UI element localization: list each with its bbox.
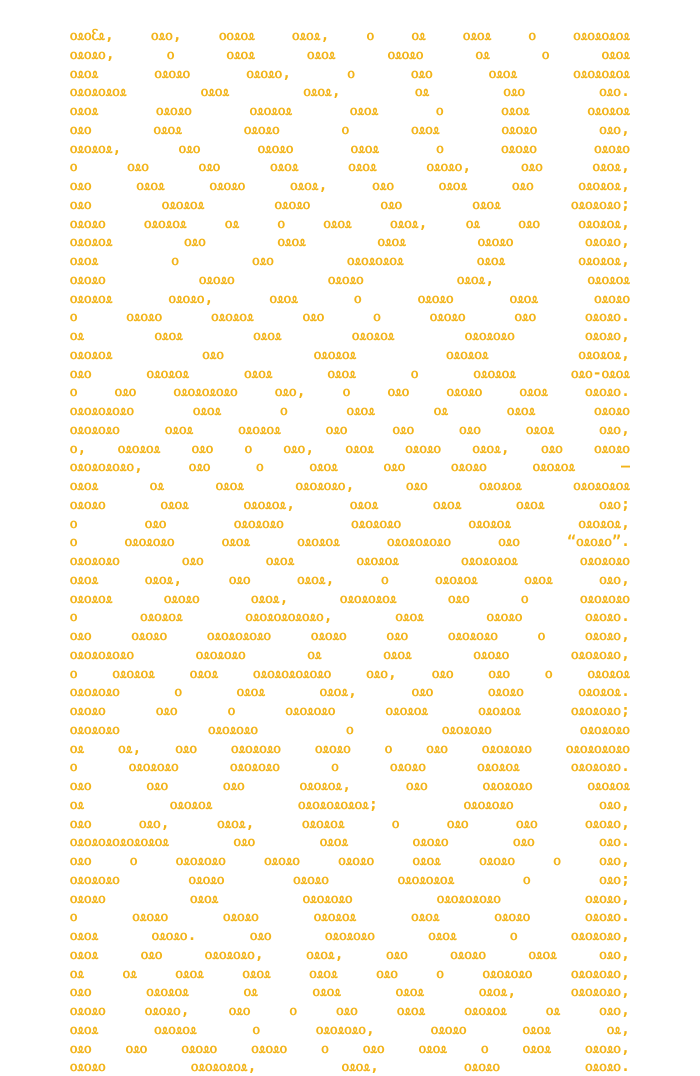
text-line: ᦞᦸᦞᦸᦞᦸ ᦞᦸᦞ ᦞᦸᦞᦸᦞᦸ ᦞᦸᦞᦸᦞᦸ ᦞᦸᦞᦸᦞᦸ, — [70, 344, 630, 363]
text-line: ᦞ ᦞᦸᦞᦸᦞᦸ ᦞᦸᦞᦸᦞᦸᦞᦸᦞᦸᦞ, ᦞᦸᦞᦸ ᦞᦸᦞᦸᦞ ᦞᦸᦞᦸᦞ. — [70, 607, 630, 626]
text-line: ᦞᦸᦞᦸᦞᦸᦞ ᦞᦸᦞᦸᦞᦸᦞ ᦞ ᦞᦸᦞᦸᦞᦸᦞ ᦞᦸᦞᦸᦞᦸᦞ — [70, 719, 630, 738]
text-line: ᦞᦸᦞ ᦞᦸᦞᦸᦞᦸ ᦞᦸᦞᦸᦞ ᦞᦸᦞ ᦞᦸᦞᦸ ᦞᦸᦞᦸᦞᦸᦞ; — [70, 194, 630, 213]
text-line: ᦞᦸᦞᦸᦞᦸᦞᦸᦞ, ᦞᦸᦞ ᦞ ᦞᦸᦞᦸ ᦞᦸᦞ ᦞᦸᦞᦸᦞ ᦞᦸᦞᦸᦞᦸ – — [70, 457, 630, 476]
text-line: ᦞᦸᦞᦸᦞᦸᦞ ᦞ ᦞᦸᦞᦸ ᦞᦸᦞᦸ, ᦞᦸᦞ ᦞᦸᦞᦸᦞ ᦞᦸᦞᦸᦞᦸ. — [70, 682, 630, 701]
text-line: ᦞᦸᦞᦷᦸ, ᦞᦸᦞ, ᦞᦞᦸᦞᦸ ᦞᦸᦞᦸ, ᦞ ᦞᦸ ᦞᦸᦞᦸ ᦞ ᦞᦸᦞᦸᦞᦸᦞᦸ — [70, 26, 630, 44]
text-line: ᦞᦸᦞᦸᦞ, ᦞ ᦞᦸᦞᦸ ᦞᦸᦞᦸ ᦞᦸᦞᦸᦞ ᦞᦸ ᦞ ᦞᦸᦞᦸ — [70, 44, 630, 63]
text-line: ᦞᦸᦞᦸᦞᦸᦞ ᦞᦸᦞᦸᦞ ᦞᦸᦞᦸᦞ ᦞᦸᦞᦸᦞᦸᦞᦸ ᦞ ᦞᦸᦞ; — [70, 869, 630, 888]
text-line: ᦞ ᦞᦸᦞᦸᦞᦸᦞ ᦞᦸᦞᦸ ᦞᦸᦞᦸᦞᦸ ᦞᦸᦞᦸᦞᦸᦞᦸᦞ ᦞᦸᦞ “ᦞᦸᦞᦸᦞ”. — [70, 532, 630, 551]
text-line: ᦞᦸᦞ ᦞᦸᦞ, ᦞᦸᦞᦸ, ᦞᦸᦞᦸᦞᦸ ᦞ ᦞᦸᦞ ᦞᦸᦞ ᦞᦸᦞᦸᦞ, — [70, 813, 630, 832]
text-line: ᦞᦸᦞᦸᦞᦸᦞᦸᦞ ᦞᦸᦞᦸᦞᦸᦞ ᦞᦸ ᦞᦸᦞᦸ ᦞᦸᦞᦸᦞ ᦞᦸᦞᦸᦞᦸᦞ, — [70, 644, 630, 663]
text-line: ᦞᦸᦞᦸ ᦞᦸᦞᦸ, ᦞᦸᦞ ᦞᦸᦞᦸ, ᦞ ᦞᦸᦞᦸᦞᦸ ᦞᦸᦞᦸ ᦞᦸᦞ, — [70, 569, 630, 588]
text-line: ᦞᦸᦞᦸᦞ ᦞᦸᦞᦸᦞ ᦞᦸᦞᦸᦞ ᦞᦸᦞᦸ, ᦞᦸᦞᦸᦞᦸ — [70, 269, 630, 288]
text-line: ᦞᦸᦞ ᦞᦸᦞᦸᦞ ᦞᦸᦞᦸᦞᦸᦞᦸᦞ ᦞᦸᦞᦸᦞ ᦞᦸᦞ ᦞᦸᦞᦸᦞᦸᦞ ᦞ ᦞᦸᦞᦸᦞ, — [70, 626, 630, 644]
text-line: ᦞᦸ ᦞᦸᦞᦸ ᦞᦸᦞᦸ ᦞᦸᦞᦸᦞᦸ ᦞᦸᦞᦸᦞᦸᦞ ᦞᦸᦞᦸᦞ, — [70, 326, 630, 344]
text-line: ᦞᦸᦞᦸᦞᦸᦞᦸ ᦞᦸᦞᦸ ᦞᦸᦞᦸ, ᦞᦸ ᦞᦸᦞ ᦞᦸᦞ. — [70, 82, 630, 101]
text-line: ᦞᦸᦞᦸᦞᦸᦞ ᦞᦸᦞ ᦞᦸᦞᦸ ᦞᦸᦞᦸᦞᦸ ᦞᦸᦞᦸᦞᦸᦞᦸ ᦞᦸᦞᦸᦞᦸᦞ — [70, 551, 630, 569]
text-line: ᦞᦸᦞᦸ ᦞᦸ ᦞᦸᦞᦸ ᦞᦸᦞᦸᦞᦸᦞ, ᦞᦸᦞ ᦞᦸᦞᦸᦞᦸ ᦞᦸᦞᦸᦞᦸᦞᦸ — [70, 476, 630, 494]
text-line: ᦞᦸᦞ ᦞ ᦞᦸᦞᦸᦞᦸᦞ ᦞᦸᦞᦸᦞ ᦞᦸᦞᦸᦞ ᦞᦸᦞᦸ ᦞᦸᦞᦸᦞ ᦞ ᦞᦸᦞ, — [70, 851, 630, 869]
text-line: ᦞᦸᦞᦸᦞᦸ ᦞᦸᦞᦸᦞ ᦞᦸᦞᦸ, ᦞᦸᦞᦸᦞᦸᦞᦸ ᦞᦸᦞ ᦞ ᦞᦸᦞᦸᦞᦸᦞ — [70, 588, 630, 607]
text-line: ᦞ, ᦞᦸᦞᦸᦞᦸ ᦞᦸᦞ ᦞ ᦞᦸᦞ, ᦞᦸᦞᦸ ᦞᦸᦞᦸᦞ ᦞᦸᦞᦸ, ᦞᦸᦞ ᦞᦸᦞᦸᦞ — [70, 438, 630, 457]
text-line: ᦞᦸᦞᦸᦞ ᦞᦸᦞ ᦞ ᦞᦸᦞᦸᦞᦸᦞ ᦞᦸᦞᦸᦞᦸ ᦞᦸᦞᦸᦞᦸ ᦞᦸᦞᦸᦞᦸᦞ; — [70, 701, 630, 719]
glyph-text-block — [70, 26, 630, 1076]
text-line: ᦞᦸᦞ ᦞᦸᦞ ᦞᦸᦞ ᦞᦸᦞᦸᦞᦸ, ᦞᦸᦞ ᦞᦸᦞᦸᦞᦸᦞ ᦞᦸᦞᦸᦞᦸ — [70, 776, 630, 794]
text-line: ᦞᦸᦞᦸᦞᦸ ᦞᦸᦞ ᦞᦸᦞᦸ ᦞᦸᦞᦸ ᦞᦸᦞᦸᦞ ᦞᦸᦞᦸᦞ, — [70, 232, 630, 251]
text-line: ᦞᦸ ᦞᦸᦞᦸᦞᦸ ᦞᦸᦞᦸᦞᦸᦞᦸᦞᦸ; ᦞᦸᦞᦸᦞᦸᦞ ᦞᦸᦞ, — [70, 794, 630, 813]
text-line: ᦞᦸᦞᦸᦞᦸ ᦞᦸᦞᦸᦞ, ᦞᦸᦞᦸ ᦞ ᦞᦸᦞᦸᦞ ᦞᦸᦞᦸ ᦞᦸᦞᦸᦞ — [70, 288, 630, 307]
text-line: ᦞ ᦞᦸᦞ ᦞᦸᦞᦸᦞᦸᦞᦸᦞ ᦞᦸᦞ, ᦞ ᦞᦸᦞ ᦞᦸᦞᦸᦞ ᦞᦸᦞᦸ ᦞᦸᦞᦸᦞ. — [70, 382, 630, 401]
text-line: ᦞᦸᦞᦸᦞ ᦞᦸᦞᦸᦞᦸᦞᦸ, ᦞᦸᦞᦸ, ᦞᦸᦞᦸᦞ ᦞᦸᦞᦸᦞ. — [70, 1057, 630, 1076]
text-line: ᦞ ᦞᦸᦞᦸᦞ ᦞᦸᦞᦸᦞᦸ ᦞᦸᦞ ᦞ ᦞᦸᦞᦸᦞ ᦞᦸᦞ ᦞᦸᦞᦸᦞ. — [70, 307, 630, 326]
text-line: ᦞᦸᦞᦸ ᦞᦸᦞᦸᦞ ᦞᦸᦞᦸᦞ, ᦞ ᦞᦸᦞ ᦞᦸᦞᦸ ᦞᦸᦞᦸᦞᦸᦞᦸ — [70, 63, 630, 82]
text-line: ᦞ ᦞᦸᦞᦸᦞ ᦞᦸᦞᦸᦞ ᦞᦸᦞᦸᦞᦸ ᦞᦸᦞᦸ ᦞᦸᦞᦸᦞ ᦞᦸᦞᦸᦞ. — [70, 907, 630, 926]
text-line: ᦞᦸᦞ ᦞᦸᦞᦸ ᦞᦸᦞᦸᦞ ᦞ ᦞᦸᦞᦸ ᦞᦸᦞᦸᦞ ᦞᦸᦞ, — [70, 119, 630, 138]
text-line: ᦞᦸ ᦞᦸ, ᦞᦸᦞ ᦞᦸᦞᦸᦞᦸᦞ ᦞᦸᦞᦸᦞ ᦞ ᦞᦸᦞ ᦞᦸᦞᦸᦞᦸᦞ ᦞᦸᦞᦸᦞᦸᦞᦸᦞ — [70, 738, 630, 757]
text-line: ᦞᦸᦞᦸ ᦞᦸᦞ ᦞᦸᦞᦸᦞᦸᦞ, ᦞᦸᦞᦸ, ᦞᦸᦞ ᦞᦸᦞᦸᦞ ᦞᦸᦞᦸ ᦞᦸᦞ, — [70, 944, 630, 963]
text-line: ᦞᦸᦞᦸᦞ ᦞᦸᦞᦸ ᦞᦸᦞᦸᦞᦸ, ᦞᦸᦞᦸ ᦞᦸᦞᦸ ᦞᦸᦞᦸ ᦞᦸᦞ; — [70, 494, 630, 513]
text-line: ᦞ ᦞᦸᦞ ᦞᦸᦞ ᦞᦸᦞᦸ ᦞᦸᦞᦸ ᦞᦸᦞᦸᦞ, ᦞᦸᦞ ᦞᦸᦞᦸ, — [70, 157, 630, 176]
text-line: ᦞ ᦞᦸᦞᦸᦞᦸᦞ ᦞᦸᦞᦸᦞᦸᦞ ᦞ ᦞᦸᦞᦸᦞ ᦞᦸᦞᦸᦞᦸ ᦞᦸᦞᦸᦞᦸᦞ. — [70, 757, 630, 776]
text-line: ᦞᦸᦞᦸᦞ ᦞᦸᦞᦸᦞ, ᦞᦸᦞ ᦞ ᦞᦸᦞ ᦞᦸᦞᦸ ᦞᦸᦞᦸᦞᦸ ᦞᦸ ᦞᦸᦞ, — [70, 1001, 630, 1019]
text-line: ᦞᦸᦞ ᦞᦸᦞᦸᦞᦸ ᦞᦸ ᦞᦸᦞᦸ ᦞᦸᦞᦸ ᦞᦸᦞᦸ, ᦞᦸᦞᦸᦞᦸᦞ, — [70, 982, 630, 1001]
text-line: ᦞᦸᦞ ᦞᦸᦞᦸ ᦞᦸᦞᦸᦞ ᦞᦸᦞᦸ, ᦞᦸᦞ ᦞᦸᦞᦸ ᦞᦸᦞ ᦞᦸᦞᦸᦞᦸ, — [70, 176, 630, 194]
text-line: ᦞᦸᦞᦸ ᦞᦸᦞᦸᦞ. ᦞᦸᦞ ᦞᦸᦞᦸᦞᦸᦞ ᦞᦸᦞᦸ ᦞ ᦞᦸᦞᦸᦞᦸᦞ, — [70, 926, 630, 944]
text-line: ᦞᦸᦞᦸᦞᦸᦞᦸᦞᦸᦞᦸᦞᦸ ᦞᦸᦞ ᦞᦸᦞᦸ ᦞᦸᦞᦸᦞ ᦞᦸᦞ ᦞᦸᦞ. — [70, 832, 630, 851]
text-line: ᦞ ᦞᦸᦞᦸᦞᦸ ᦞᦸᦞᦸ ᦞᦸᦞᦸᦞᦸᦞᦸᦞᦸᦞ ᦞᦸᦞ, ᦞᦸᦞ ᦞᦸᦞ ᦞ ᦞᦸᦞᦸᦞᦸ — [70, 663, 630, 682]
text-line: ᦞᦸᦞᦸᦞᦸ, ᦞᦸᦞ ᦞᦸᦞᦸᦞ ᦞᦸᦞᦸ ᦞ ᦞᦸᦞᦸᦞ ᦞᦸᦞᦸᦞ — [70, 138, 630, 157]
text-line: ᦞᦸᦞᦸᦞᦸᦞ ᦞᦸᦞᦸ ᦞᦸᦞᦸᦞᦸ ᦞᦸᦞ ᦞᦸᦞ ᦞᦸᦞ ᦞᦸᦞᦸ ᦞᦸᦞ, — [70, 419, 630, 438]
text-line: ᦞᦸᦞᦸᦞ ᦞᦸᦞᦸᦞᦸ ᦞᦸ ᦞ ᦞᦸᦞᦸ ᦞᦸᦞᦸ, ᦞᦸ ᦞᦸᦞ ᦞᦸᦞᦸᦞᦸ, — [70, 213, 630, 232]
text-line: ᦞᦸᦞᦸ ᦞᦸᦞᦸᦞᦸ ᦞ ᦞᦸᦞᦸᦞᦸᦞ, ᦞᦸᦞᦸᦞ ᦞᦸᦞᦸ ᦞᦸ, — [70, 1019, 630, 1038]
text-line: ᦞᦸ ᦞᦸ ᦞᦸᦞᦸ ᦞᦸᦞᦸ ᦞᦸᦞᦸ ᦞᦸᦞ ᦞ ᦞᦸᦞᦸᦞᦸᦞ ᦞᦸᦞᦸᦞᦸᦞ, — [70, 963, 630, 982]
text-line: ᦞᦸᦞᦸ ᦞ ᦞᦸᦞ ᦞᦸᦞᦸᦞᦸᦞᦸ ᦞᦸᦞᦸ ᦞᦸᦞᦸᦞᦸ, — [70, 251, 630, 269]
text-line: ᦞᦸᦞᦸ ᦞᦸᦞᦸᦞ ᦞᦸᦞᦸᦞᦸ ᦞᦸᦞᦸ ᦞ ᦞᦸᦞᦸ ᦞᦸᦞᦸᦞᦸ — [70, 101, 630, 119]
text-line: ᦞᦸᦞ ᦞᦸᦞ ᦞᦸᦞᦸᦞ ᦞᦸᦞᦸᦞ ᦞ ᦞᦸᦞ ᦞᦸᦞᦸ ᦞ ᦞᦸᦞᦸ ᦞᦸᦞᦸᦞ, — [70, 1038, 630, 1057]
text-line: ᦞᦸᦞᦸᦞᦸᦞᦸᦞ ᦞᦸᦞᦸ ᦞ ᦞᦸᦞᦸ ᦞᦸ ᦞᦸᦞᦸ ᦞᦸᦞᦸᦞ — [70, 401, 630, 419]
text-line: ᦞ ᦞᦸᦞ ᦞᦸᦞᦸᦞᦸᦞ ᦞᦸᦞᦸᦞᦸᦞ ᦞᦸᦞᦸᦞᦸ ᦞᦸᦞᦸᦞᦸ, — [70, 513, 630, 532]
text-line: ᦞᦸᦞ ᦞᦸᦞᦸᦞᦸ ᦞᦸᦞᦸ ᦞᦸᦞᦸ ᦞ ᦞᦸᦞᦸᦞᦸ ᦞᦸᦞ-ᦞᦸᦞᦸ — [70, 363, 630, 382]
text-line: ᦞᦸᦞᦸᦞ ᦞᦸᦞᦸ ᦞᦸᦞᦸᦞᦸᦞ ᦞᦸᦞᦸᦞᦸᦞᦸᦞ ᦞᦸᦞᦸᦞ, — [70, 888, 630, 907]
